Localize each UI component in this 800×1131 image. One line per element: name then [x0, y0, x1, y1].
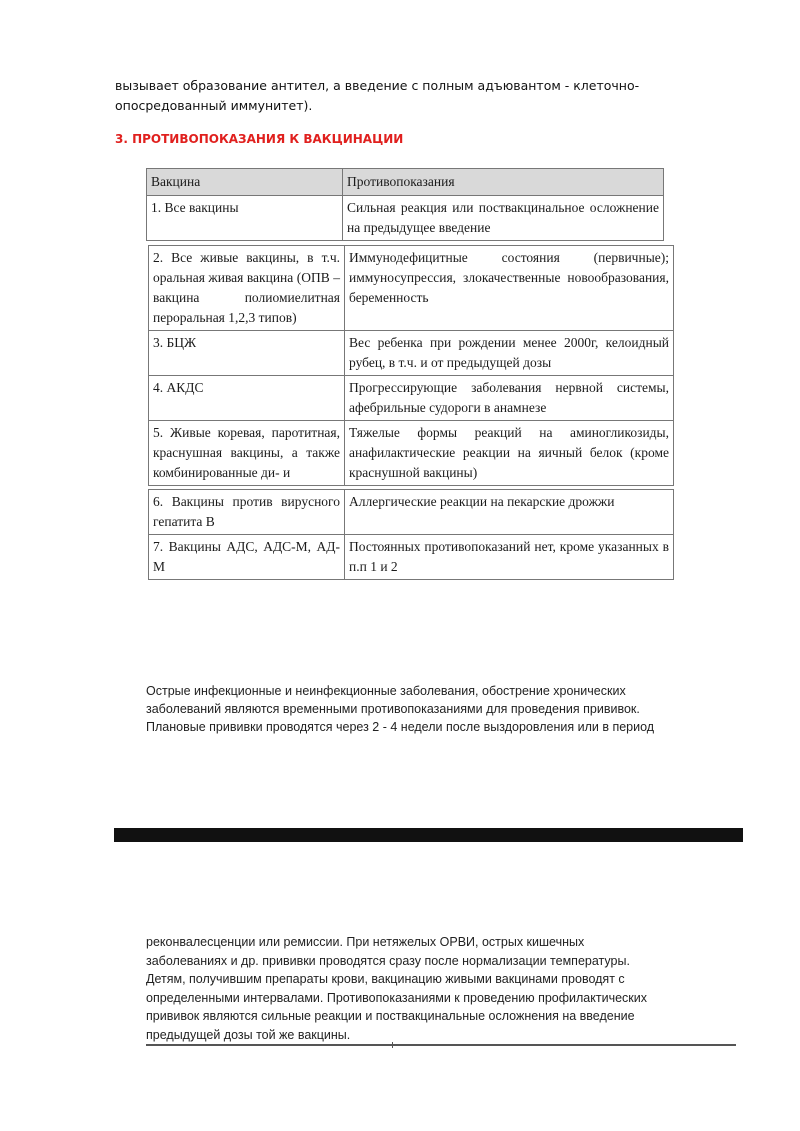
note-line: реконвалесценции или ремиссии. При нетяжелых ОРВИ, острых кишечных	[146, 935, 585, 949]
section-heading: 3. ПРОТИВОПОКАЗАНИЯ К ВАКЦИНАЦИИ	[115, 132, 404, 146]
contraindications-table	[146, 168, 672, 580]
page-break-bar	[114, 828, 743, 842]
table-row	[148, 375, 674, 421]
row-vaccine: 7. Вакцины АДС, АДС-М, АД-М	[149, 535, 345, 579]
note-line: заболеваний являются временными противопоказаниями для проведения прививок.	[146, 702, 640, 716]
notes-bottom	[146, 933, 726, 1044]
table-header-row	[146, 168, 664, 196]
row-vaccine: 5. Живые коревая, паротитная, краснушная вакцины, а также комбинированные ди- и	[149, 421, 345, 485]
note-line: прививок являются сильные реакции и поствакцинальные осложнения на введение	[146, 1009, 635, 1023]
row-contraindication: Сильная реакция или поствакцинальное осложнение на предыдущее введение	[347, 200, 659, 235]
row-contraindication: Вес ребенка при рождении менее 2000г, келоидный рубец, в т.ч. и от предыдущей дозы	[349, 335, 669, 370]
row-contraindication: Прогрессирующие заболевания нервной системы, афебрильные судороги в анамнезе	[349, 380, 669, 415]
table-row	[148, 245, 674, 331]
note-line: предыдущей дозы той же вакцины.	[146, 1027, 351, 1042]
row-vaccine: 1. Все вакцины	[147, 196, 343, 240]
note-line: Детям, получившим препараты крови, вакцинацию живыми вакцинами проводят с	[146, 972, 625, 986]
note-line: определенными интервалами. Противопоказаниями к проведению профилактических	[146, 990, 647, 1005]
row-contraindication: Постоянных противопоказаний нет, кроме указанных в п.п 1 и 2	[349, 539, 669, 574]
table-top-border	[146, 1044, 736, 1046]
row-vaccine: 3. БЦЖ	[149, 331, 345, 375]
table-row	[148, 534, 674, 580]
table-row	[146, 195, 664, 241]
column-divider	[392, 1042, 393, 1048]
row-vaccine: 2. Все живые вакцины, в т.ч. оральная живая вакцина (ОПВ – вакцина полиомиелитная пероральная 1,2,3 типов)	[149, 246, 345, 330]
row-contraindication: Аллергические реакции на пекарские дрожжи	[349, 494, 615, 509]
notes-top	[146, 682, 726, 736]
note-line: Острые инфекционные и неинфекционные заболевания, обострение хронических	[146, 684, 626, 698]
table-row	[148, 420, 674, 486]
row-vaccine: 6. Вакцины против вирусного гепатита В	[149, 490, 345, 534]
row-vaccine: 4. АКДС	[149, 376, 345, 420]
table-row	[148, 489, 674, 535]
table-row	[148, 330, 674, 376]
note-line: Плановые прививки проводятся через 2 - 4 недели после выздоровления или в период	[146, 720, 655, 734]
row-contraindication: Иммунодефицитные состояния (первичные); иммуносупрессия, злокачественные новообразования, беременность	[349, 250, 669, 305]
intro-paragraph: вызывает образование антител, а введение с полным адъювантом - клеточно-опосредованный иммунитет).	[115, 78, 640, 113]
header-contraindications: Противопоказания	[347, 174, 455, 189]
header-vaccine: Вакцина	[147, 169, 343, 195]
row-contraindication: Тяжелые формы реакций на аминогликозиды, анафилактические реакции на яичный белок (кроме краснушной вакцины)	[349, 425, 669, 480]
note-line: заболеваниях и др. прививки проводятся сразу после нормализации температуры.	[146, 953, 630, 968]
